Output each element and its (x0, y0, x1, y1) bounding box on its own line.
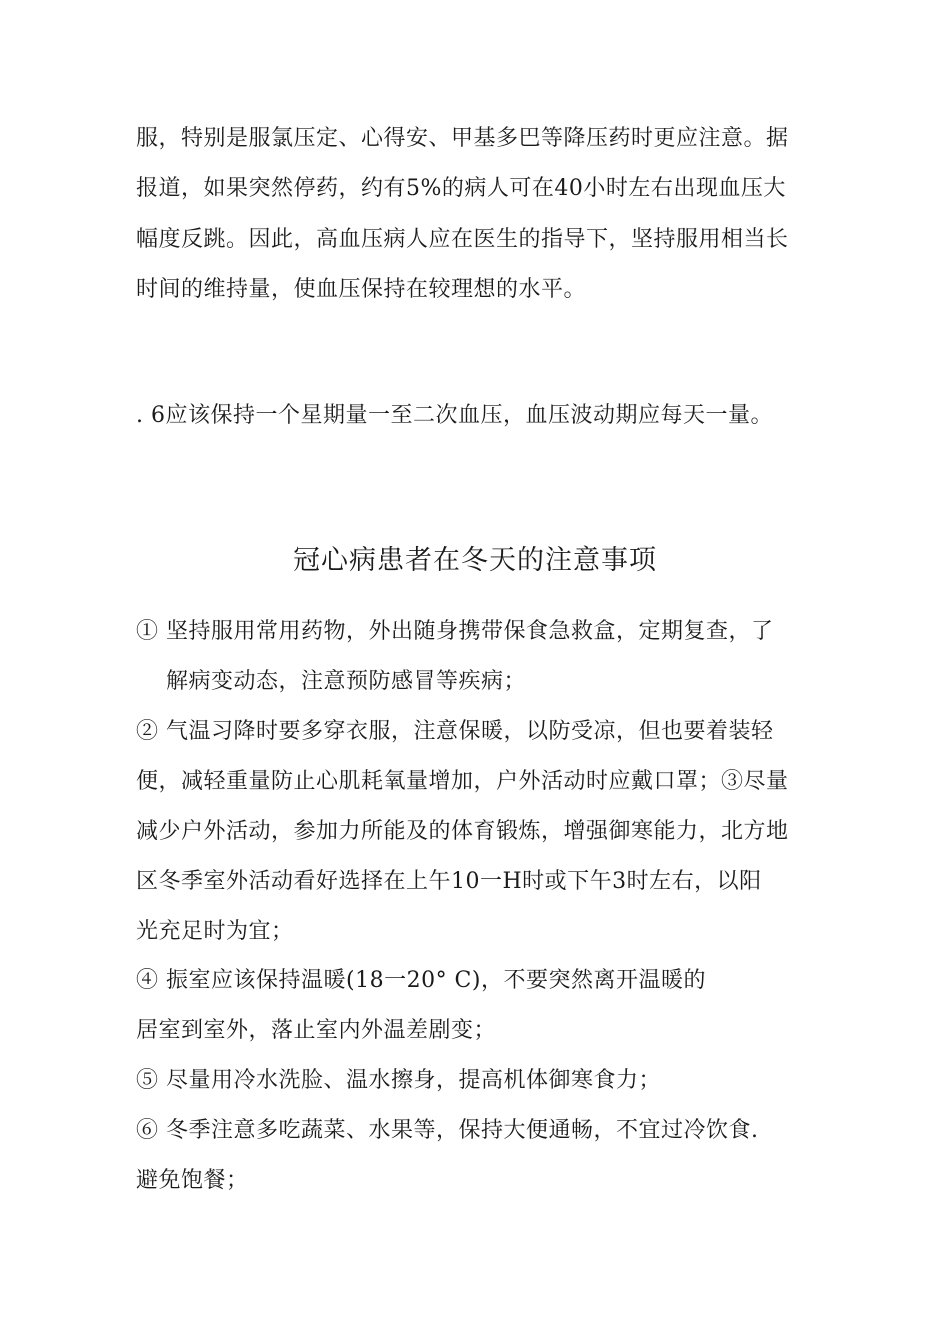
section-line-11: ⑥ 冬季注意多吃蔬菜、水果等，保持大便通畅，不宜过冷饮食. (136, 1118, 759, 1143)
section-line-5: 减少户外活动，参加力所能及的体育锻炼，增强御寒能力，北方地 (136, 819, 789, 844)
section-line-2: 解病变动态，注意预防感冒等疾病； (166, 669, 527, 694)
section-line-12: 避免饱餐； (136, 1168, 249, 1193)
intro-line-4: 时间的维持量，使血压保持在较理想的水平。 (136, 277, 587, 302)
section-title: 冠心病患者在冬天的注意事项 (293, 545, 657, 576)
section-line-1: ① 坚持服用常用药物，外出随身携带保食急救盒，定期复查，了 (136, 619, 774, 644)
section-line-3: ② 气温习降时要多穿衣服，注意保暖，以防受凉，但也要着装轻 (136, 719, 774, 744)
item-6-line: . 6应该保持一个星期量一至二次血压，血压波动期应每天一量。 (136, 403, 773, 428)
intro-line-2: 报道，如果突然停药，约有5%的病人可在40小时左右出现血压大 (136, 176, 786, 201)
section-line-4: 便，减轻重量防止心肌耗氧量增加，户外活动时应戴口罩；③尽量 (136, 769, 789, 794)
intro-line-1: 服，特别是服氯压定、心得安、甲基多巴等降压药时更应注意。据 (136, 126, 789, 151)
section-line-9: 居室到室外，落止室内外温差剧变； (136, 1018, 497, 1043)
section-line-8: ④ 振室应该保持温暖(18一20° C)，不要突然离开温暖的 (136, 968, 706, 993)
section-line-6: 区冬季室外活动看好选择在上午10一H时或下午3时左右，以阳 (136, 869, 762, 894)
section-line-10: ⑤ 尽量用冷水洗脸、温水擦身，提高机体御寒食力； (136, 1068, 661, 1093)
section-line-7: 光充足时为宜； (136, 919, 294, 944)
intro-line-3: 幅度反跳。因此，高血压病人应在医生的指导下，坚持服用相当长 (136, 227, 789, 252)
